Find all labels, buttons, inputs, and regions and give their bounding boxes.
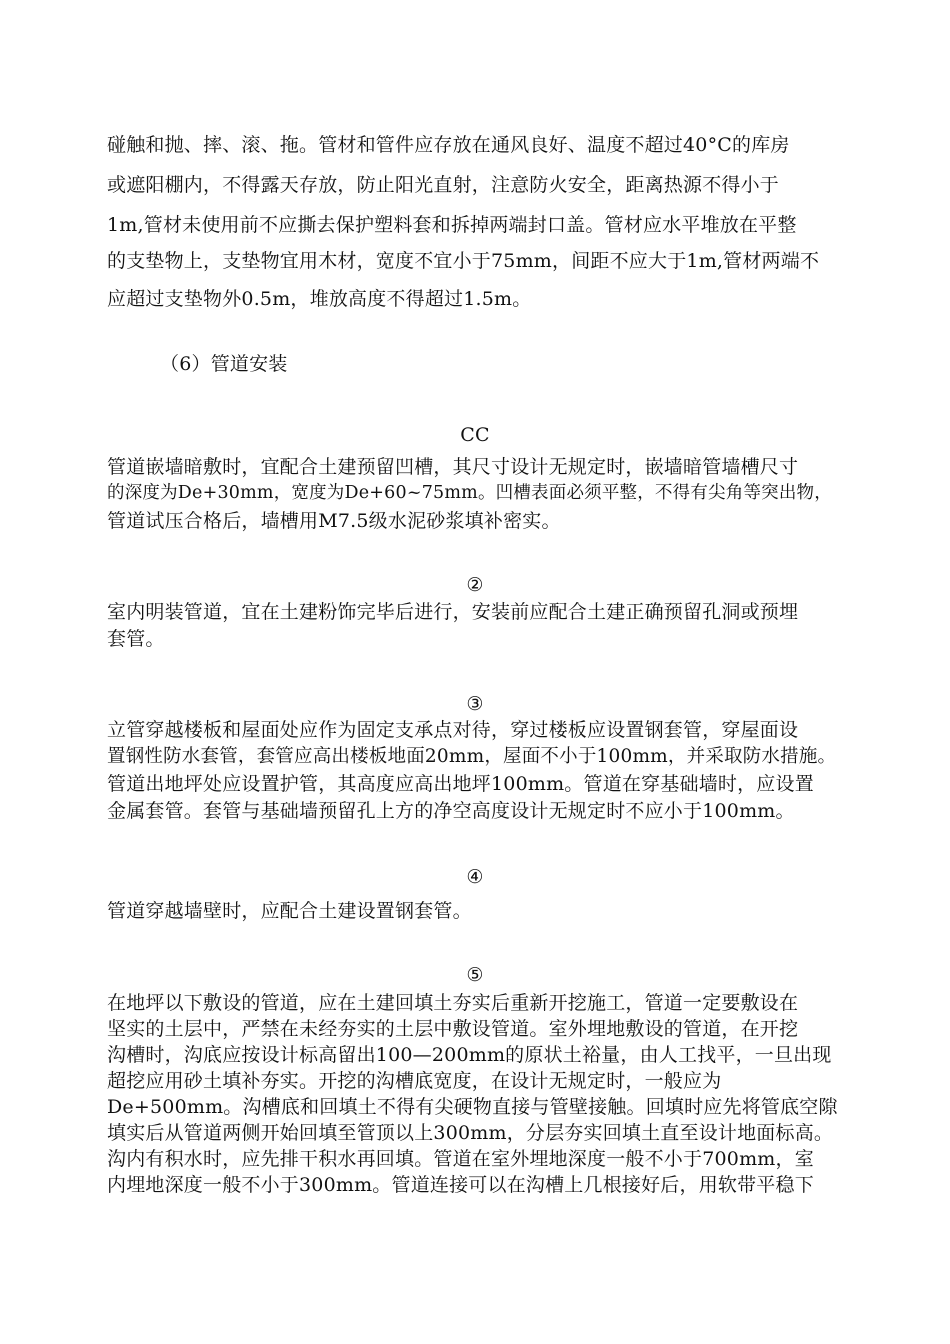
paragraph-line: 超挖应用砂土填补夯实。开挖的沟槽底宽度，在设计无规定时，一般应为 [107, 1070, 722, 1092]
item-marker-5: ⑤ [466, 964, 484, 986]
paragraph-line: 置钢性防水套管，套管应高出楼板地面20mm，屋面不小于100mm，并采取防水措施。 [107, 746, 837, 767]
paragraph-line: 碰触和抛、摔、滚、拖。管材和管件应存放在通风良好、温度不超过40°C的库房 [107, 134, 790, 156]
paragraph-line: 管道穿越墙壁时，应配合土建设置钢套管。 [107, 900, 472, 922]
item-marker-4: ④ [466, 866, 484, 888]
paragraph-line: 金属套管。套管与基础墙预留孔上方的净空高度设计无规定时不应小于100mm。 [107, 800, 795, 822]
paragraph-line: 套管。 [107, 628, 165, 650]
paragraph-line: 的支垫物上，支垫物宜用木材，宽度不宜小于75mm，间距不应大于1m,管材两端不 [107, 250, 820, 272]
paragraph-line: 管道嵌墙暗敷时，宜配合土建预留凹槽，其尺寸设计无规定时，嵌墙暗管墙槽尺寸 [107, 456, 799, 478]
paragraph-line: 填实后从管道两侧开始回填至管顶以上300mm，分层夯实回填土直至设计地面标高。 [107, 1122, 834, 1144]
paragraph-line: 1m,管材未使用前不应撕去保护塑料套和拆掉两端封口盖。管材应水平堆放在平整 [107, 214, 797, 236]
paragraph-line: 坚实的土层中，严禁在未经夯实的土层中敷设管道。室外埋地敷设的管道，在开挖 [107, 1018, 799, 1040]
paragraph-line: 管道出地坪处应设置护管，其高度应高出地坪100mm。管道在穿基础墙时，应设置 [107, 773, 814, 795]
paragraph-line: 沟内有积水时，应先排干积水再回填。管道在室外埋地深度一般不小于700mm，室 [107, 1148, 814, 1170]
item-marker-1: CC [460, 424, 490, 446]
paragraph-line: 应超过支垫物外0.5m，堆放高度不得超过1.5m。 [107, 288, 532, 310]
paragraph-line: 室内明装管道，宜在土建粉饰完毕后进行，安装前应配合土建正确预留孔洞或预埋 [107, 601, 799, 623]
paragraph-line: 立管穿越楼板和屋面处应作为固定支承点对待，穿过楼板应设置钢套管，穿屋面设 [107, 719, 799, 741]
paragraph-line: 管道试压合格后，墙槽用M7.5级水泥砂浆填补密实。 [107, 510, 561, 532]
paragraph-line: De+500mm。沟槽底和回填土不得有尖硬物直接与管壁接触。回填时应先将管底空隙 [107, 1096, 838, 1118]
item-marker-3: ③ [466, 693, 484, 715]
section-heading: （6）管道安装 [160, 353, 288, 375]
paragraph-line: 沟槽时，沟底应按设计标高留出100—200mm的原状土裕量，由人工找平，一旦出现 [107, 1044, 832, 1066]
paragraph-line: 的深度为De+30mm，宽度为De+60~75mm。凹槽表面必须平整，不得有尖角等突出物， [107, 483, 832, 503]
paragraph-line: 或遮阳棚内，不得露天存放，防止阳光直射，注意防火安全，距离热源不得小于 [107, 174, 780, 196]
paragraph-line: 在地坪以下敷设的管道，应在土建回填土夯实后重新开挖施工，管道一定要敷设在 [107, 992, 799, 1014]
paragraph-line: 内埋地深度一般不小于300mm。管道连接可以在沟槽上几根接好后，用软带平稳下 [107, 1174, 814, 1196]
item-marker-2: ② [466, 574, 484, 596]
